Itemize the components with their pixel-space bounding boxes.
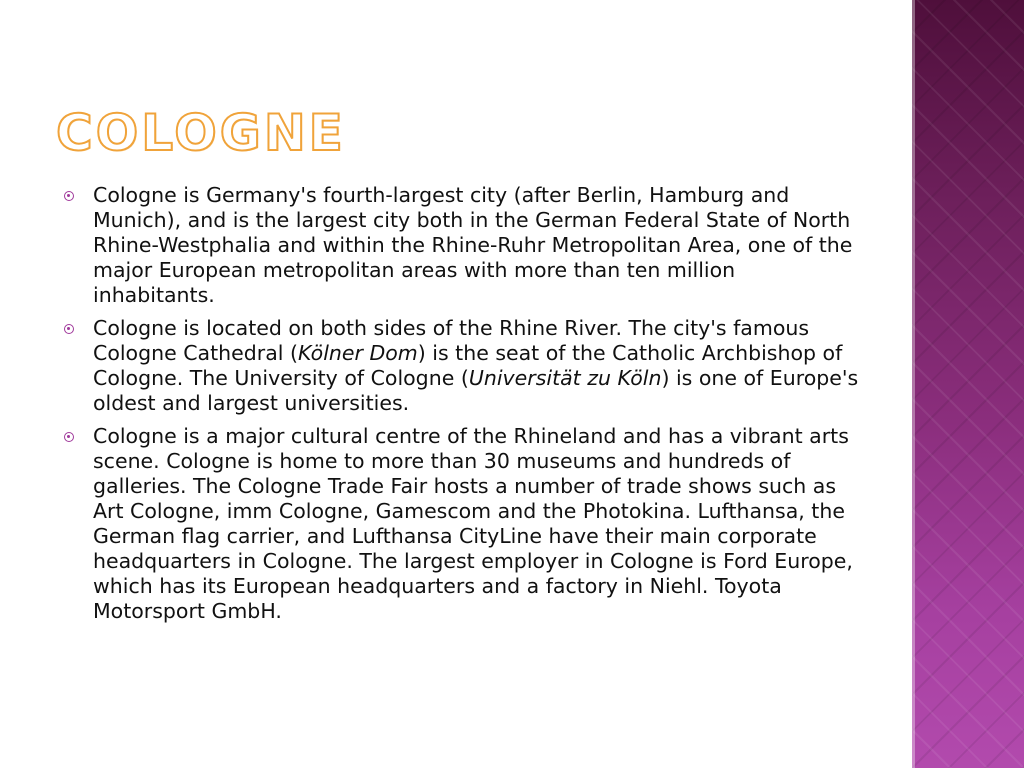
bullet-item bbox=[60, 183, 860, 308]
bullet-item bbox=[60, 424, 860, 624]
bullet-text-italic: Universität zu Köln bbox=[468, 366, 662, 390]
bullet-text: Cologne is a major cultural centre of the Rhineland and has a vibrant arts scene. Cologne is home to more than 30 museums and hundreds of galleries. The Cologne Trade Fair hosts a number of trade shows such as Art Cologne, imm Cologne, Gamescom and the Photokina. Lufthansa, the German flag carrier, and Lufthansa CityLine have their main corporate headquarters in Cologne. The largest employer in Cologne is Ford Europe, which has its European headquarters and a factory in Niehl. Toyota Motorsport GmbH. bbox=[93, 424, 853, 623]
ring-bullet-icon bbox=[64, 432, 74, 442]
bullet-text: ) is one of Europe's oldest and largest universities. bbox=[93, 366, 859, 415]
bullet-text: Cologne is located on both sides of the Rhine River. The city's famous Cologne Cathedral ( bbox=[93, 316, 810, 365]
ring-bullet-icon bbox=[64, 191, 74, 201]
decorative-side-panel bbox=[912, 0, 1024, 768]
bullet-item bbox=[60, 316, 860, 416]
slide-title: COLOGNE bbox=[56, 104, 346, 162]
bullet-text: ) is the seat of the Catholic Archbishop of Cologne. The University of Cologne ( bbox=[93, 341, 843, 390]
ring-bullet-icon bbox=[64, 324, 74, 334]
bullet-text: Cologne is Germany's fourth-largest city (after Berlin, Hamburg and Munich), and is the largest city both in the German Federal State of North Rhine-Westphalia and within the Rhine-Ruhr Metropolitan Area, one of the major European metropolitan areas with more than ten million inhabitants. bbox=[93, 183, 853, 307]
bullet-list bbox=[60, 183, 860, 632]
bullet-text-italic: Kölner Dom bbox=[297, 341, 418, 365]
